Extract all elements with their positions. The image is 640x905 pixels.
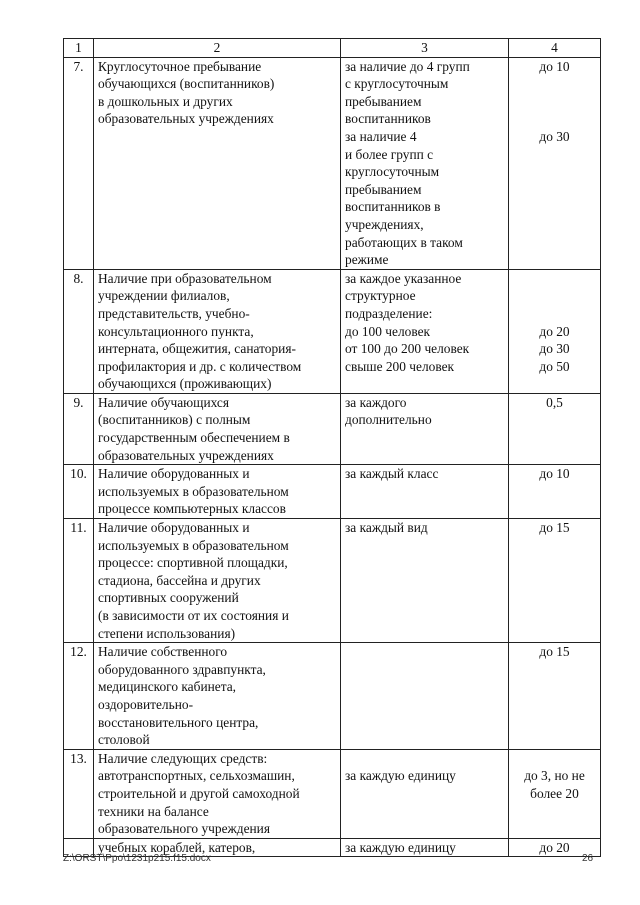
- row-value: до 15: [509, 519, 601, 643]
- row-description: Наличие оборудованных и используемых в образовательном процессе компьютерных классов: [94, 465, 341, 519]
- table-header-row: [64, 39, 601, 58]
- row-value: до 10: [509, 465, 601, 519]
- row-condition: за каждую единицу: [341, 749, 509, 838]
- row-condition: за каждого дополнительно: [341, 393, 509, 464]
- row-condition: за каждый вид: [341, 519, 509, 643]
- table-row: [64, 465, 601, 519]
- table-row: [64, 749, 601, 838]
- footer-file-path: Z:\ORST\Ppo\1231p215.f15.docx: [63, 853, 211, 864]
- row-description: Наличие оборудованных и используемых в образовательном процессе: спортивной площадки, стадиона, бассейна и других спортивных сооружений (в зависимости от их состояния и степени использования): [94, 519, 341, 643]
- document-table: [63, 38, 601, 857]
- row-condition: за каждую единицу: [341, 838, 509, 857]
- row-value: до 3, но не более 20: [509, 749, 601, 838]
- row-condition: за каждый класс: [341, 465, 509, 519]
- row-number: 10.: [64, 465, 94, 519]
- row-condition: за каждое указанное структурное подразделение: до 100 человек от 100 до 200 человек свыше 200 человек: [341, 269, 509, 393]
- row-number: 7.: [64, 57, 94, 269]
- row-value: 0,5: [509, 393, 601, 464]
- row-number: 13.: [64, 749, 94, 838]
- row-condition: за наличие до 4 групп с круглосуточным пребыванием воспитанников за наличие 4 и более групп с круглосуточным пребыванием воспитанников в учреждениях, работающих в таком режиме: [341, 57, 509, 269]
- header-cell-3: 3: [341, 39, 509, 58]
- row-value: до 20: [509, 838, 601, 857]
- row-description: учебных кораблей, катеров,: [94, 838, 341, 857]
- footer-page-number: 26: [582, 853, 594, 864]
- row-number: 11.: [64, 519, 94, 643]
- row-value: до 15: [509, 643, 601, 750]
- row-description: Круглосуточное пребывание обучающихся (воспитанников) в дошкольных и других образовательных учреждениях: [94, 57, 341, 269]
- row-description: Наличие обучающихся (воспитанников) с полным государственным обеспечением в образовательных учреждениях: [94, 393, 341, 464]
- header-cell-1: 1: [64, 39, 94, 58]
- row-value: до 10 до 30: [509, 57, 601, 269]
- row-number: 9.: [64, 393, 94, 464]
- table-row: [64, 57, 601, 269]
- row-description: Наличие при образовательном учреждении филиалов, представительств, учебно- консультационного пункта, интерната, общежития, санатория- профилактория и др. с количеством обучающихся (проживающих): [94, 269, 341, 393]
- row-description: Наличие следующих средств: автотранспортных, сельхозмашин, строительной и другой самоходной техники на балансе образовательного учреждения: [94, 749, 341, 838]
- table-row: [64, 643, 601, 750]
- row-number: 12.: [64, 643, 94, 750]
- header-cell-4: 4: [509, 39, 601, 58]
- header-cell-2: 2: [94, 39, 341, 58]
- row-description: Наличие собственного оборудованного здравпункта, медицинского кабинета, оздоровительно- восстановительного центра, столовой: [94, 643, 341, 750]
- table-row: [64, 269, 601, 393]
- table-body: [64, 39, 601, 857]
- row-condition: [341, 643, 509, 750]
- table-row: [64, 519, 601, 643]
- table-row: [64, 393, 601, 464]
- row-number: 8.: [64, 269, 94, 393]
- row-value: до 20 до 30 до 50: [509, 269, 601, 393]
